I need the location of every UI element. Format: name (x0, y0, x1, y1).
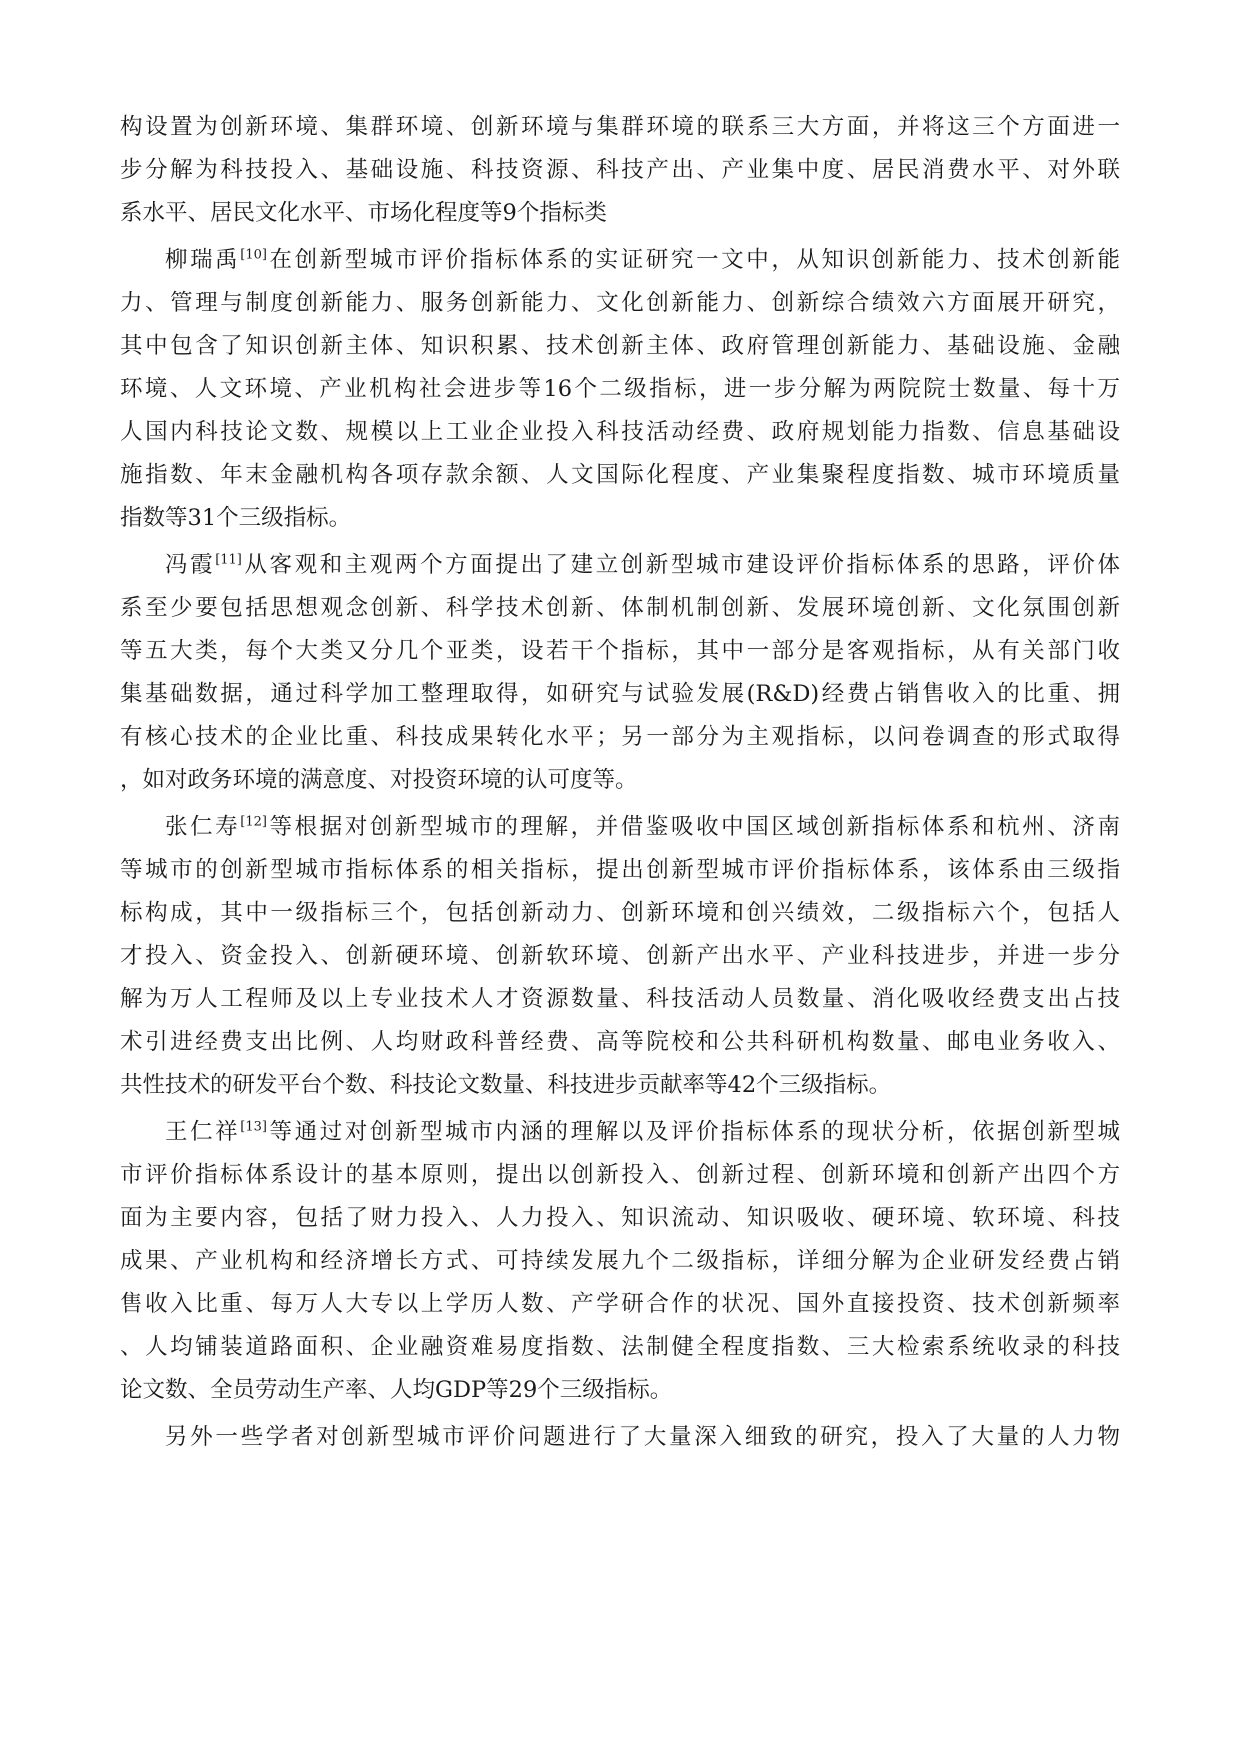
text-line: ，如对政务环境的满意度、对投资环境的认可度等。 (120, 767, 638, 793)
text-line: 售收入比重、每万人大专以上学历人数、产学研合作的状况、国外直接投资、技术创新频率 (120, 1291, 1120, 1317)
text-line: 成果、产业机构和经济增长方式、可持续发展九个二级指标，详细分解为企业研发经费占销 (120, 1248, 1120, 1274)
text-line: 施指数、年末金融机构各项存款余额、人文国际化程度、产业集聚程度指数、城市环境质量 (120, 462, 1120, 488)
text-line: 人国内科技论文数、规模以上工业企业投入科技活动经费、政府规划能力指数、信息基础设 (120, 419, 1120, 445)
text-line: 力、管理与制度创新能力、服务创新能力、文化创新能力、创新综合绩效六方面展开研究， (120, 290, 1120, 316)
text-line: 集基础数据，通过科学加工整理取得，如研究与试验发展(R&D)经费占销售收入的比重、拥 (120, 681, 1120, 707)
text-line: 面为主要内容，包括了财力投入、人力投入、知识流动、知识吸收、硬环境、软环境、科技 (120, 1205, 1120, 1231)
text-line: 、人均铺装道路面积、企业融资难易度指数、法制健全程度指数、三大检索系统收录的科技 (120, 1334, 1120, 1360)
text-line: 另外一些学者对创新型城市评价问题进行了大量深入细致的研究，投入了大量的人力物 (165, 1424, 1120, 1450)
text-line: 冯霞[11]从客观和主观两个方面提出了建立创新型城市建设评价指标体系的思路，评价体 (165, 552, 1120, 578)
text-line: 论文数、全员劳动生产率、人均GDP等29个三级指标。 (120, 1377, 673, 1403)
text-line: 标构成，其中一级指标三个，包括创新动力、创新环境和创兴绩效，二级指标六个，包括人 (120, 900, 1120, 926)
text-line: 等五大类，每个大类又分几个亚类，设若干个指标，其中一部分是客观指标，从有关部门收 (120, 638, 1120, 664)
text-line: 才投入、资金投入、创新硬环境、创新软环境、创新产出水平、产业科技进步，并进一步分 (120, 943, 1120, 969)
text-line: 解为万人工程师及以上专业技术人才资源数量、科技活动人员数量、消化吸收经费支出占技 (120, 986, 1120, 1012)
text-line: 共性技术的研发平台个数、科技论文数量、科技进步贡献率等42个三级指标。 (120, 1072, 892, 1098)
text-line: 张仁寿[12]等根据对创新型城市的理解，并借鉴吸收中国区域创新指标体系和杭州、济南 (165, 814, 1120, 840)
text-line: 市评价指标体系设计的基本原则，提出以创新投入、创新过程、创新环境和创新产出四个方 (120, 1162, 1120, 1188)
text-line: 其中包含了知识创新主体、知识积累、技术创新主体、政府管理创新能力、基础设施、金融 (120, 333, 1120, 359)
text-line: 步分解为科技投入、基础设施、科技资源、科技产出、产业集中度、居民消费水平、对外联 (120, 157, 1120, 183)
text-line: 系至少要包括思想观念创新、科学技术创新、体制机制创新、发展环境创新、文化氛围创新 (120, 595, 1120, 621)
text-line: 构设置为创新环境、集群环境、创新环境与集群环境的联系三大方面，并将这三个方面进一 (120, 114, 1120, 140)
citation-ref: [12] (240, 814, 267, 830)
text-line: 系水平、居民文化水平、市场化程度等9个指标类 (120, 200, 607, 226)
text-line: 柳瑞禹[10]在创新型城市评价指标体系的实证研究一文中，从知识创新能力、技术创新能 (165, 247, 1120, 273)
text-line: 术引进经费支出比例、人均财政科普经费、高等院校和公共科研机构数量、邮电业务收入、 (120, 1029, 1120, 1055)
citation-ref: [11] (215, 552, 242, 568)
text-line: 环境、人文环境、产业机构社会进步等16个二级指标，进一步分解为两院院士数量、每十万 (120, 376, 1120, 402)
citation-ref: [10] (240, 247, 267, 263)
text-line: 有核心技术的企业比重、科技成果转化水平；另一部分为主观指标，以问卷调查的形式取得 (120, 724, 1120, 750)
text-line: 指数等31个三级指标。 (120, 505, 352, 531)
text-line: 王仁祥[13]等通过对创新型城市内涵的理解以及评价指标体系的现状分析，依据创新型城 (165, 1119, 1120, 1145)
text-line: 等城市的创新型城市指标体系的相关指标，提出创新型城市评价指标体系，该体系由三级指 (120, 857, 1120, 883)
citation-ref: [13] (240, 1119, 267, 1135)
